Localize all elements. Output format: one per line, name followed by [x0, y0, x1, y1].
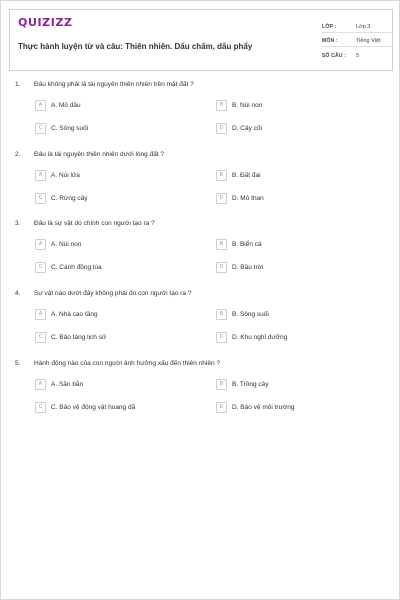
option-letter-box[interactable]: B [216, 170, 227, 181]
option-d[interactable] [216, 331, 287, 343]
option-letter-box[interactable]: C [35, 262, 46, 273]
meta-row-question-count [322, 47, 394, 61]
option-a[interactable] [35, 99, 81, 111]
option-d[interactable] [216, 122, 262, 134]
option-c[interactable] [35, 122, 88, 134]
option-text: B. Sông suối [232, 310, 269, 318]
meta-value: 5 [356, 53, 360, 59]
option-c[interactable] [35, 261, 102, 273]
meta-label: LỚP : [322, 24, 337, 30]
option-letter-box[interactable]: B [216, 309, 227, 320]
option-text: A. Săn bắn [51, 380, 84, 388]
quizizz-logo: QUIZIZZ [18, 16, 73, 29]
option-text: D. Khu nghỉ dưỡng [232, 333, 288, 341]
option-letter-box[interactable]: D [216, 332, 227, 343]
question-text [15, 290, 191, 297]
option-text: D. Bầu trời [232, 263, 264, 271]
question-text [15, 220, 155, 227]
option-letter-box[interactable]: D [216, 193, 227, 204]
meta-label: MÔN : [322, 38, 338, 44]
option-b[interactable] [216, 169, 261, 181]
question-number: 4. [15, 290, 21, 297]
question-text [15, 360, 220, 367]
question-number: 2. [15, 151, 21, 158]
meta-row-subject [322, 33, 394, 47]
question-prompt: Sự vật nào dưới đây không phải do con người tạo ra ? [34, 290, 192, 297]
option-letter-box[interactable]: C [35, 123, 46, 134]
meta-label: SỐ CÂU : [322, 53, 347, 59]
option-text: B. Trồng cây [232, 380, 269, 388]
worksheet-header [9, 9, 393, 71]
question-text [15, 81, 194, 88]
option-text: B. Núi non [232, 101, 263, 109]
option-letter-box[interactable]: D [216, 123, 227, 134]
question-number: 3. [15, 220, 21, 227]
option-text: D. Bảo vệ môi trường [232, 403, 295, 411]
question-prompt: Đâu không phải là tài nguyên thiên nhiên trên mặt đất ? [34, 81, 194, 88]
option-a[interactable] [35, 378, 83, 390]
option-letter-box[interactable]: C [35, 193, 46, 204]
meta-value: Lớp 3 [356, 24, 371, 30]
option-text: B. Đất đai [232, 171, 261, 179]
question-number: 5. [15, 360, 21, 367]
meta-row-grade [322, 19, 394, 33]
option-b[interactable] [216, 99, 262, 111]
option-text: A. Mỏ dầu [51, 101, 81, 109]
option-letter-box[interactable]: A [35, 170, 46, 181]
option-d[interactable] [216, 261, 263, 273]
option-letter-box[interactable]: C [35, 332, 46, 343]
question-prompt: Đâu là tài nguyên thiên nhiên dưới lòng đất ? [34, 151, 165, 158]
option-text: A. Núi lửa [51, 171, 80, 179]
question-prompt: Đâu là sự vật do chính con người tạo ra ? [34, 220, 155, 227]
worksheet-title: Thực hành luyện từ và câu: Thiên nhiên. Dấu chấm, dấu phẩy [18, 42, 253, 51]
option-letter-box[interactable]: B [216, 379, 227, 390]
option-text: C. Cánh đồng lúa [51, 263, 102, 271]
question-number: 1. [15, 81, 21, 88]
option-a[interactable] [35, 308, 98, 320]
option-text: C. Bảo vệ động vật hoang dã [51, 403, 136, 411]
option-text: C. Bảo tàng lịch sử [51, 333, 107, 341]
option-letter-box[interactable]: A [35, 100, 46, 111]
option-text: D. Cây cối [232, 124, 262, 132]
option-letter-box[interactable]: A [35, 309, 46, 320]
option-a[interactable] [35, 169, 80, 181]
option-c[interactable] [35, 331, 106, 343]
option-text: A. Núi non [51, 240, 82, 248]
option-d[interactable] [216, 192, 264, 204]
option-b[interactable] [216, 238, 262, 250]
option-text: A. Nhà cao tầng [51, 310, 98, 318]
option-letter-box[interactable]: A [35, 239, 46, 250]
option-letter-box[interactable]: C [35, 402, 46, 413]
option-letter-box[interactable]: B [216, 239, 227, 250]
option-b[interactable] [216, 378, 269, 390]
option-letter-box[interactable]: D [216, 262, 227, 273]
option-d[interactable] [216, 401, 294, 413]
option-a[interactable] [35, 238, 81, 250]
option-letter-box[interactable]: D [216, 402, 227, 413]
question-text [15, 151, 164, 158]
option-letter-box[interactable]: A [35, 379, 46, 390]
option-c[interactable] [35, 401, 135, 413]
option-b[interactable] [216, 308, 269, 320]
question-prompt: Hành động nào của con người ảnh hưởng xấu đến thiên nhiên ? [34, 360, 221, 367]
option-letter-box[interactable]: B [216, 100, 227, 111]
worksheet-meta [322, 19, 394, 61]
meta-value: Tiếng Việt [356, 38, 381, 44]
option-c[interactable] [35, 192, 88, 204]
option-text: D. Mỏ than [232, 194, 264, 202]
option-text: C. Rừng cây [51, 194, 88, 202]
option-text: C. Sông suối [51, 124, 89, 132]
option-text: B. Biển cả [232, 240, 262, 248]
